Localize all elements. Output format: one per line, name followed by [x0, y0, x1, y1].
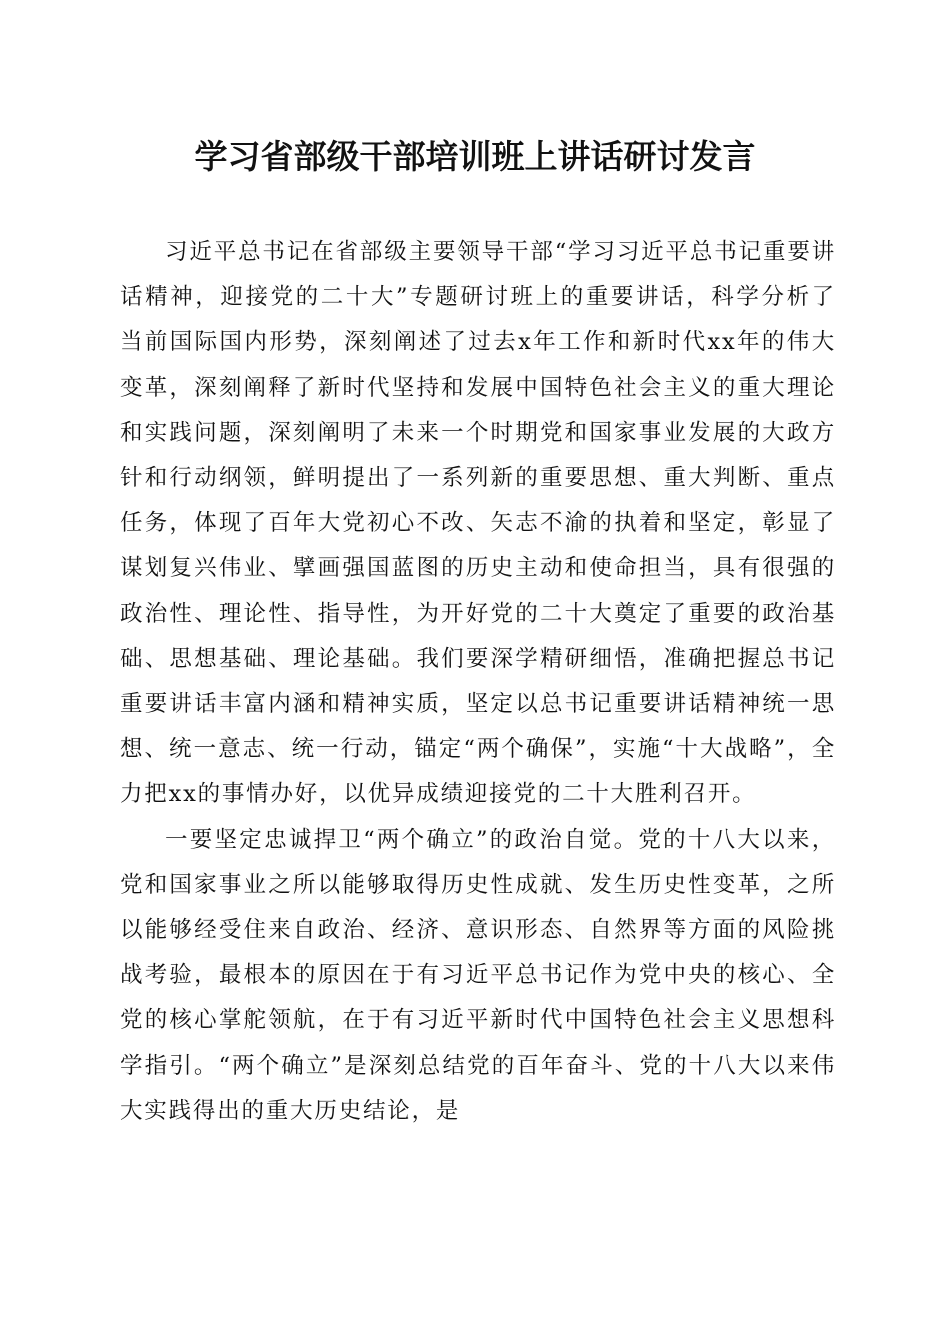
paragraph-point-one: 一要坚定忠诚捍卫“两个确立”的政治自觉。党的十八大以来，党和国家事业之所以能够取得历史性成就、发生历史性变革，之所以能够经受住来自政治、经济、意识形态、自然界等方面的风险挑战考验，最根本的原因在于有习近平总书记作为党中央的核心、全党的核心掌舵领航，在于有习近平新时代中国特色社会主义思想科学指引。“两个确立”是深刻总结党的百年奋斗、党的十八大以来伟大实践得出的重大历史结论，是: [120, 826, 836, 1124]
document-body: [120, 230, 836, 1134]
paragraph-intro: 习近平总书记在省部级主要领导干部“学习习近平总书记重要讲话精神，迎接党的二十大”专题研讨班上的重要讲话，科学分析了当前国际国内形势，深刻阐述了过去x年工作和新时代xx年的伟大变革，深刻阐释了新时代坚持和发展中国特色社会主义的重大理论和实践问题，深刻阐明了未来一个时期党和国家事业发展的大政方针和行动纲领，鲜明提出了一系列新的重要思想、重大判断、重点任务，体现了百年大党初心不改、矢志不渝的执着和坚定，彰显了谋划复兴伟业、擘画强国蓝图的历史主动和使命担当，具有很强的政治性、理论性、指导性，为开好党的二十大奠定了重要的政治基础、思想基础、理论基础。我们要深学精研细悟，准确把握总书记重要讲话丰富内涵和精神实质，坚定以总书记重要讲话精神统一思想、统一意志、统一行动，锚定“两个确保”，实施“十大战略”，全力把xx的事情办好，以优异成绩迎接党的二十大胜利召开。: [120, 239, 836, 808]
document-title: 学习省部级干部培训班上讲话研讨发言: [194, 137, 756, 176]
